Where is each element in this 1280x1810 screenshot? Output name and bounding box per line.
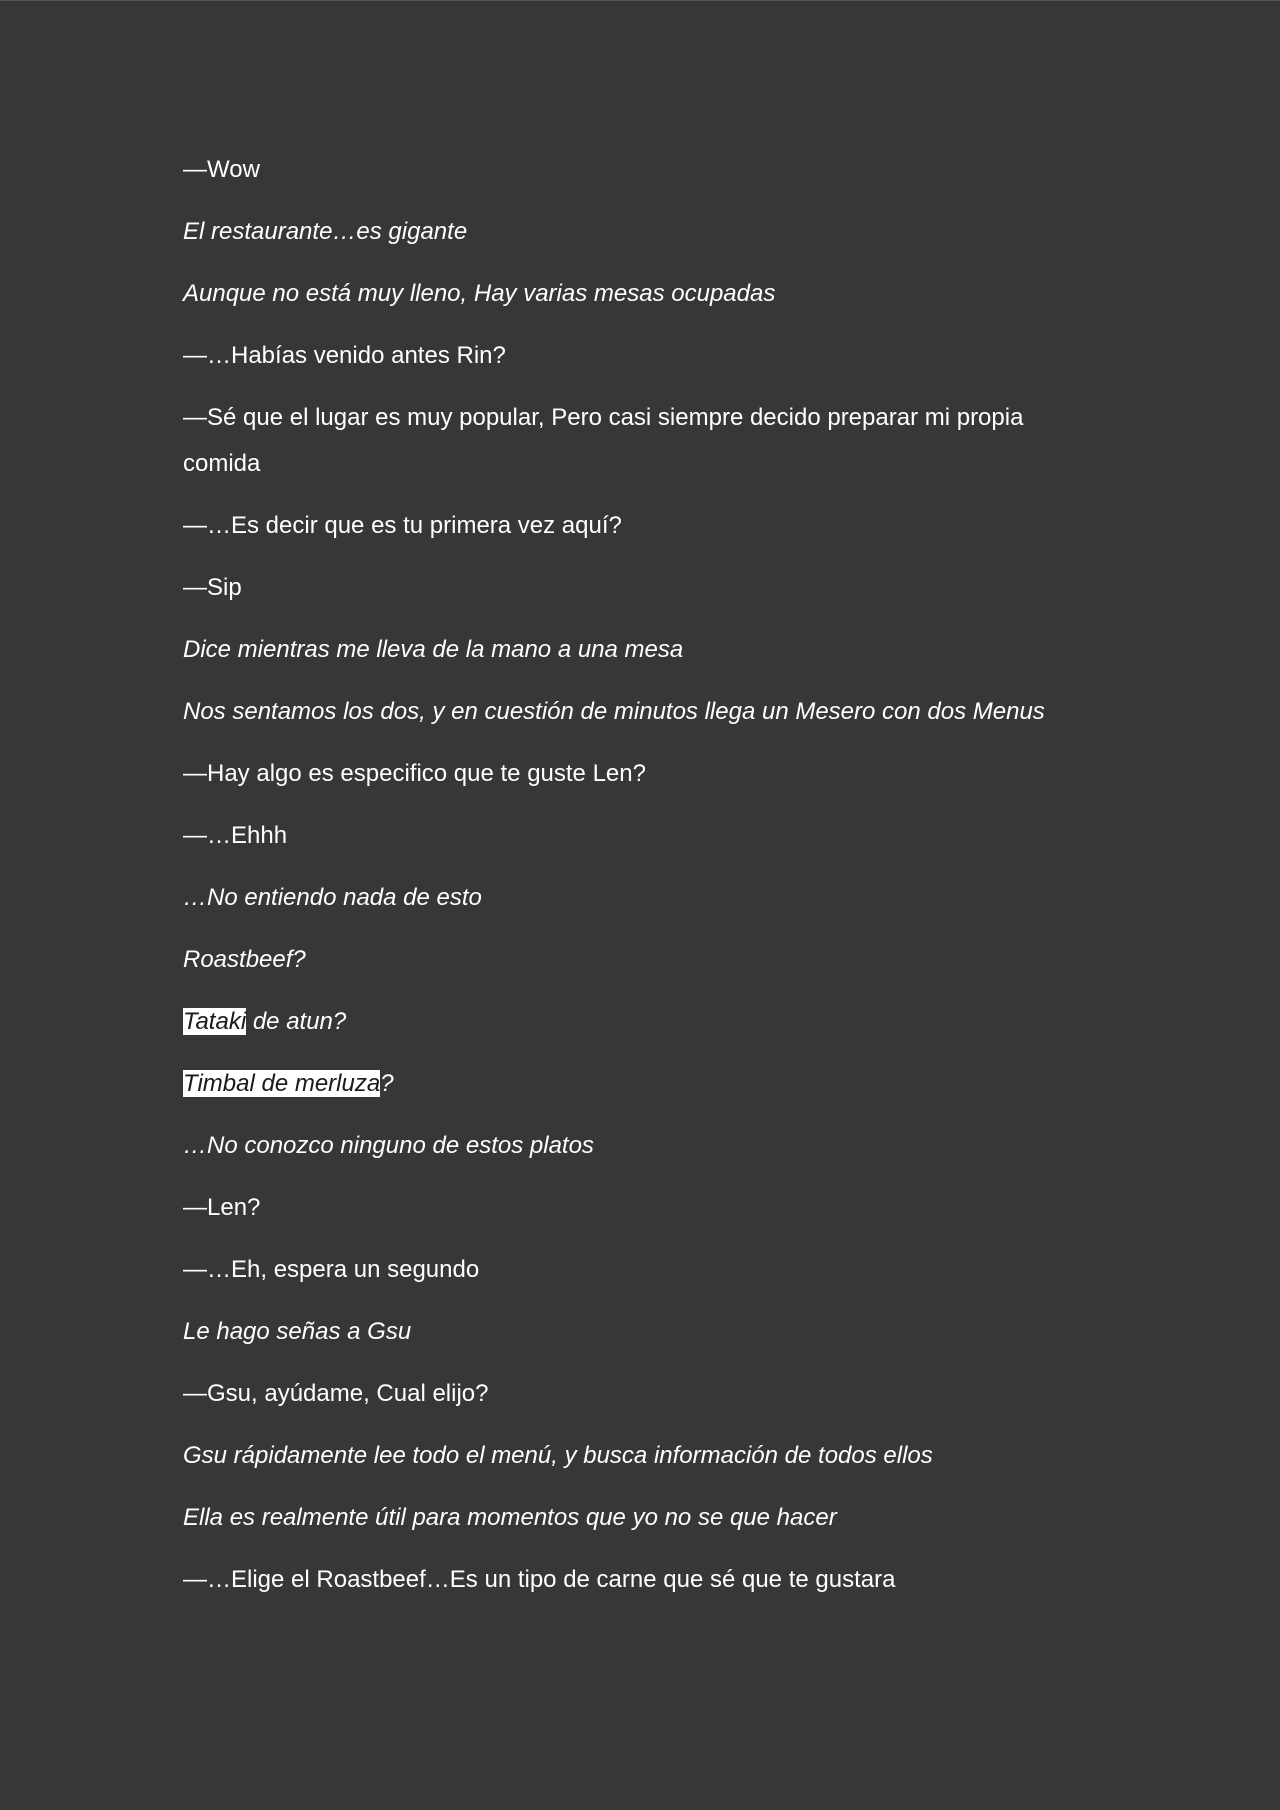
text-line: Ella es realmente útil para momentos que yo no se que hacer xyxy=(183,1504,837,1531)
text-line: El restaurante…es gigante xyxy=(183,218,468,245)
text-line: Le hago señas a Gsu xyxy=(183,1318,412,1345)
text-fragment: ? xyxy=(380,1070,394,1097)
text-line: —…Ehhh xyxy=(183,822,288,849)
text-line: —…Es decir que es tu primera vez aquí? xyxy=(183,512,622,539)
text-line: …No conozco ninguno de estos platos xyxy=(183,1132,594,1159)
text-line: —Sé que el lugar es muy popular, Pero casi siempre decido preparar mi propia comida xyxy=(183,404,1024,477)
text-line: Roastbeef? xyxy=(183,946,306,973)
text-line: …No entiendo nada de esto xyxy=(183,884,482,911)
text-line: Gsu rápidamente lee todo el menú, y busca información de todos ellos xyxy=(183,1442,933,1469)
highlighted-text: Tataki xyxy=(183,1008,247,1035)
document-body xyxy=(183,147,1103,1619)
text-line xyxy=(183,1061,1103,1107)
text-line: —…Habías venido antes Rin? xyxy=(183,342,506,369)
text-line: —Sip xyxy=(183,574,242,601)
text-line: —Wow xyxy=(183,156,260,183)
text-line: —Len? xyxy=(183,1194,261,1221)
highlighted-text: Timbal de merluza xyxy=(183,1070,381,1097)
text-line: —…Eh, espera un segundo xyxy=(183,1256,480,1283)
text-line: Dice mientras me lleva de la mano a una mesa xyxy=(183,636,684,663)
text-line: Aunque no está muy lleno, Hay varias mesas ocupadas xyxy=(183,280,776,307)
text-line: —Hay algo es especifico que te guste Len? xyxy=(183,760,646,787)
text-line xyxy=(183,999,1103,1045)
text-line: —…Elige el Roastbeef…Es un tipo de carne que sé que te gustara xyxy=(183,1566,896,1593)
text-line: Nos sentamos los dos, y en cuestión de minutos llega un Mesero con dos Menus xyxy=(183,698,1045,725)
text-fragment: de atun? xyxy=(246,1008,347,1035)
text-line: —Gsu, ayúdame, Cual elijo? xyxy=(183,1380,489,1407)
